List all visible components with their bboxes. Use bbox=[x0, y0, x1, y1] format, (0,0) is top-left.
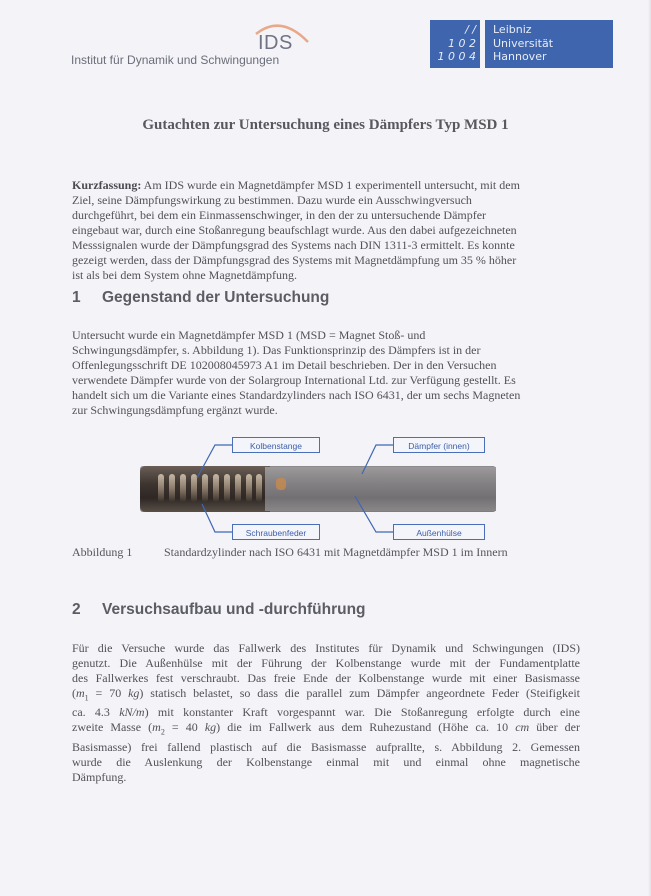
paragraph-line: verwendete Dämpfer wurde von der Solargroup International Ltd. zur Verfügung gestellt. Es bbox=[72, 373, 516, 387]
abstract-text: Am IDS wurde ein Magnetdämpfer MSD 1 experimentell untersucht, mit dem bbox=[141, 178, 520, 192]
abstract-line: durchgeführt, bei dem ein Einmassenschwinger, in den der zu untersuchende Dämpfer bbox=[72, 208, 487, 222]
ids-logo-text: IDS bbox=[258, 32, 293, 54]
abstract bbox=[72, 178, 582, 283]
section-number: 2 bbox=[72, 601, 81, 618]
ids-logo bbox=[246, 20, 316, 54]
paragraph-line: des Fallwerkes fest verschraubt. Das freie Ende der Kolbenstange wurde mit einer Basismasse bbox=[72, 671, 580, 685]
luh-mark-line: 1 0 0 4 bbox=[437, 50, 476, 63]
section-1-paragraph bbox=[72, 328, 582, 418]
paragraph-line bbox=[72, 720, 580, 739]
unit-kg: kg bbox=[128, 686, 140, 700]
caption-text: Standardzylinder nach ISO 6431 mit Magnetdämpfer MSD 1 im Innern bbox=[164, 545, 508, 559]
section-number: 1 bbox=[72, 289, 81, 306]
section-title: Versuchsaufbau und -durchführung bbox=[102, 601, 366, 618]
text-run: ca. 4.3 bbox=[72, 705, 120, 720]
abstract-line bbox=[72, 178, 582, 193]
luh-logo-name bbox=[485, 20, 613, 68]
section-title: Gegenstand der Untersuchung bbox=[102, 289, 330, 306]
paragraph-line: handelt sich um die Variante eines Standardzylinders nach ISO 6431, der um sechs Magneten bbox=[72, 388, 521, 402]
luh-mark-line: 1 0 2 bbox=[448, 36, 476, 50]
text-run: ) die im Fallwerk aus dem Ruhezustand (Höhe ca. 10 bbox=[216, 720, 516, 735]
paragraph-line: Untersucht wurde ein Magnetdämpfer MSD 1 (MSD = Magnet Stoß- und bbox=[72, 328, 426, 342]
luh-name-line: Hannover bbox=[493, 50, 547, 63]
subscript: 1 bbox=[84, 693, 89, 703]
paragraph-line: Basismasse) frei fallend plastisch auf die Basismasse aufprallte, s. Abbildung 2. Gemessen bbox=[72, 739, 580, 754]
figure-1-photo bbox=[140, 440, 500, 545]
text-run: = 70 bbox=[88, 686, 129, 700]
abstract-line: Messsignalen wurde der Dämpfungsgrad des Systems nach DIN 1311-3 ermittelt. Es konnte bbox=[72, 238, 515, 252]
abstract-line: eingebaut war, durch eine Stoßanregung beaufschlagt wurde. Aus den dabei aufgezeichneten bbox=[72, 223, 517, 237]
paragraph-line: zur Schwingungsdämpfung ergänzt wurde. bbox=[72, 403, 278, 417]
text-run: ( bbox=[72, 686, 76, 700]
paragraph-line: Schwingungsdämpfer, s. Abbildung 1). Das Funktionsprinzip des Dämpfers ist in der bbox=[72, 343, 481, 357]
text-run: = 40 bbox=[164, 720, 205, 735]
callout-kolbenstange: Kolbenstange bbox=[232, 437, 320, 453]
luh-logo-mark bbox=[430, 20, 480, 68]
paragraph-line: genutzt. Die Außenhülse mit der Führung der Kolbenstange wurde mit der Fundamentplatte bbox=[72, 656, 580, 670]
section-1-heading bbox=[72, 289, 329, 307]
symbol-m1: m bbox=[76, 686, 85, 700]
paragraph-line: wurde die Auslenkung der Kolbenstange einmal mit und einmal ohne magnetische bbox=[72, 754, 580, 769]
paragraph-line: Für die Versuche wurde das Fallwerk des Institutes für Dynamik und Schwingungen (IDS) bbox=[72, 641, 580, 655]
text-run: ) mit konstanter Kraft vorgespannt war. Die Stoßanregung erfolgte durch eine bbox=[144, 705, 581, 720]
callout-daempfer-innen: Dämpfer (innen) bbox=[393, 437, 485, 453]
symbol-m2: m bbox=[152, 720, 161, 735]
text-run: über der bbox=[529, 720, 580, 735]
unit-kn-per-m: kN/m bbox=[119, 705, 145, 720]
institute-name: Institut für Dynamik und Schwingungen bbox=[71, 53, 280, 67]
figure-1-caption bbox=[72, 545, 508, 560]
text-run: zweite Masse ( bbox=[72, 720, 153, 735]
abstract-line: ist als bei dem System ohne Magnetdämpfung. bbox=[72, 268, 297, 282]
callout-schraubenfeder: Schraubenfeder bbox=[232, 524, 320, 540]
paragraph-line: Offenlegungsschrift DE 102008045973 A1 im Detail beschrieben. Der in den Versuchen bbox=[72, 358, 497, 372]
unit-cm: cm bbox=[515, 720, 530, 735]
luh-mark-line: / / bbox=[465, 23, 476, 36]
section-2-heading bbox=[72, 601, 366, 619]
text-run: ) statisch belastet, so dass die parallel zum Dämpfer angeordnete Feder (Steifigkeit bbox=[139, 686, 580, 700]
unit-kg: kg bbox=[204, 720, 217, 735]
abstract-label: Kurzfassung: bbox=[72, 178, 142, 192]
subscript: 2 bbox=[160, 727, 165, 737]
paragraph-line bbox=[72, 686, 580, 705]
luh-name-line: Universität bbox=[493, 36, 554, 50]
luh-name-line: Leibniz bbox=[493, 23, 532, 36]
paragraph-line: Dämpfung. bbox=[72, 769, 127, 784]
abstract-line: gezeigt werden, dass der Dämpfungsgrad des Systems mit Magnetdämpfung um 35 % höher bbox=[72, 253, 517, 267]
abstract-line: Ziel, seine Dämpfungswirkung zu bestimmen. Dazu wurde ein Ausschwingversuch bbox=[72, 193, 472, 207]
document-title: Gutachten zur Untersuchung eines Dämpfers Typ MSD 1 bbox=[142, 117, 509, 133]
section-2-paragraph bbox=[72, 641, 580, 785]
callout-aussenhuelse: Außenhülse bbox=[393, 524, 485, 540]
paragraph-line bbox=[72, 705, 580, 720]
caption-label: Abbildung 1 bbox=[72, 545, 133, 559]
